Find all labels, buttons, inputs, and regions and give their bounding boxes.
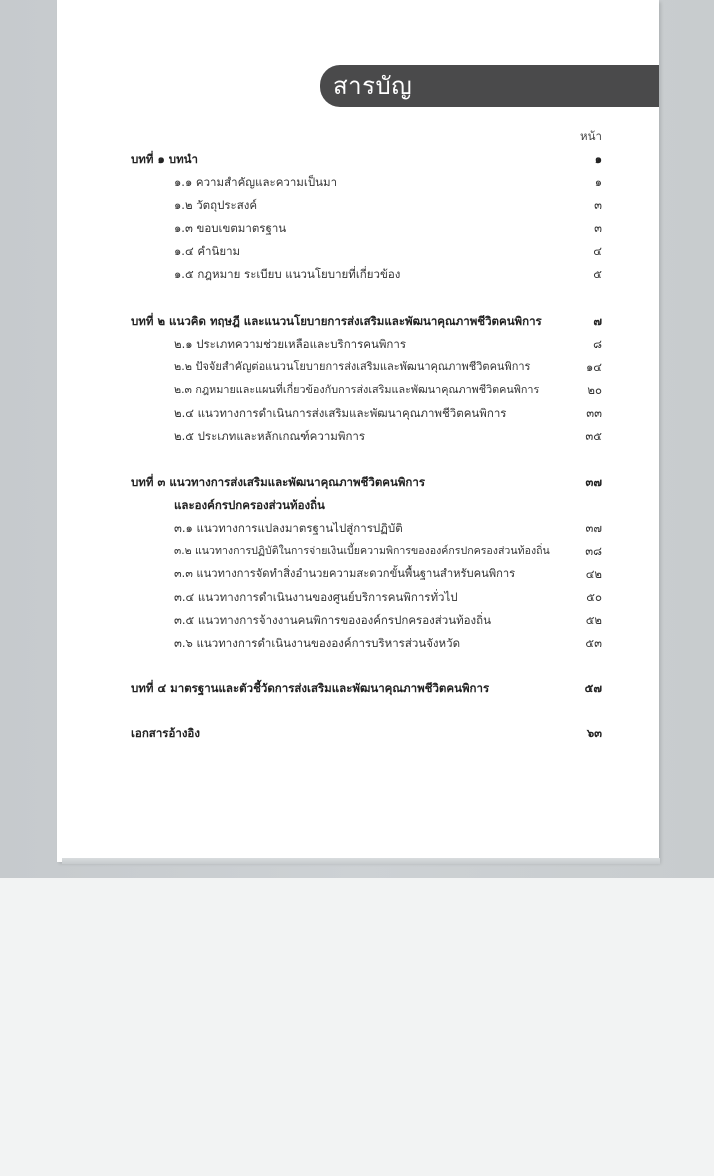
page-title: สารบัญ [333, 72, 413, 100]
page-column-header: หน้า [580, 129, 602, 143]
toc-entry: ๑.๔ คำนิยาม [174, 244, 241, 258]
toc-entry: ๓.๓ แนวทางการจัดทำสิ่งอำนวยความสะดวกขั้นพื้นฐานสำหรับคนพิการ [174, 567, 516, 580]
toc-chapter-2: บทที่ ๒ แนวคิด ทฤษฎี และแนวนโยบายการส่งเสริมและพัฒนาคุณภาพชีวิตคนพิการ [131, 314, 542, 328]
toc-page-number: ๖๓ [586, 726, 602, 740]
toc-page-number: ๔๒ [585, 567, 602, 581]
toc-entry: ๑.๑ ความสำคัญและความเป็นมา [174, 175, 338, 189]
toc-entry: ๑.๓ ขอบเขตมาตรฐาน [174, 221, 287, 235]
toc-page-number: ๔ [593, 244, 602, 258]
toc-page-number: ๓๓ [586, 406, 602, 420]
toc-entry: ๓.๒ แนวทางการปฏิบัติในการจ่ายเงินเบี้ยความพิการขององค์กรปกครองส่วนท้องถิ่น [174, 545, 550, 557]
toc-entry: ๑.๕ กฎหมาย ระเบียบ แนวนโยบายที่เกี่ยวข้อง [174, 267, 401, 281]
toc-page-number: ๓๘ [585, 544, 602, 558]
toc-page-number: ๓ [594, 198, 602, 212]
toc-page-number: ๓ [594, 221, 602, 235]
toc-page-number: ๓๕ [585, 429, 602, 443]
toc-page-number: ๑๔ [585, 360, 602, 374]
toc-chapter-3-line2: และองค์กรปกครองส่วนท้องถิ่น [174, 498, 325, 512]
toc-page-number: ๓๗ [585, 475, 602, 489]
toc-page-number: ๕๐ [586, 590, 602, 604]
toc-entry: ๒.๓ กฎหมายและแผนที่เกี่ยวข้องกับการส่งเสริมและพัฒนาคุณภาพชีวิตคนพิการ [174, 383, 540, 396]
toc-page-number: ๕ [593, 267, 602, 281]
toc-page-number: ๕๓ [585, 636, 602, 650]
toc-page-number: ๕๒ [585, 613, 602, 627]
toc-page-number: ๑ [594, 175, 602, 189]
toc-entry: ๒.๒ ปัจจัยสำคัญต่อแนวนโยบายการส่งเสริมและพัฒนาคุณภาพชีวิตคนพิการ [174, 360, 531, 373]
toc-entry: ๑.๒ วัตถุประสงค์ [174, 198, 258, 212]
toc-entry: ๓.๕ แนวทางการจ้างงานคนพิการขององค์กรปกครองส่วนท้องถิ่น [174, 613, 491, 627]
toc-page-number: ๒๐ [587, 383, 602, 397]
toc-page-number: ๕๗ [584, 681, 602, 695]
toc-page-number: ๓๗ [585, 521, 602, 535]
toc-entry: ๒.๑ ประเภทความช่วยเหลือและบริการคนพิการ [174, 337, 407, 351]
toc-references: เอกสารอ้างอิง [131, 726, 200, 740]
toc-entry: ๒.๔ แนวทางการดำเนินการส่งเสริมและพัฒนาคุณภาพชีวิตคนพิการ [174, 406, 507, 420]
toc-entry: ๓.๔ แนวทางการดำเนินงานของศูนย์บริการคนพิการทั่วไป [174, 590, 458, 604]
toc-page-number: ๑ [594, 152, 602, 166]
toc-entry: ๓.๖ แนวทางการดำเนินงานขององค์การบริหารส่วนจังหวัด [174, 636, 461, 650]
toc-entry: ๓.๑ แนวทางการแปลงมาตรฐานไปสู่การปฏิบัติ [174, 521, 403, 535]
toc-chapter-4: บทที่ ๔ มาตรฐานและตัวชี้วัดการส่งเสริมและพัฒนาคุณภาพชีวิตคนพิการ [131, 681, 490, 695]
toc-entry: ๒.๕ ประเภทและหลักเกณฑ์ความพิการ [174, 429, 366, 443]
toc-chapter-1: บทที่ ๑ บทนำ [131, 152, 198, 166]
toc-chapter-3: บทที่ ๓ แนวทางการส่งเสริมและพัฒนาคุณภาพชีวิตคนพิการ [131, 475, 426, 489]
toc-page-number: ๗ [593, 314, 602, 328]
toc-page-number: ๘ [593, 337, 602, 351]
